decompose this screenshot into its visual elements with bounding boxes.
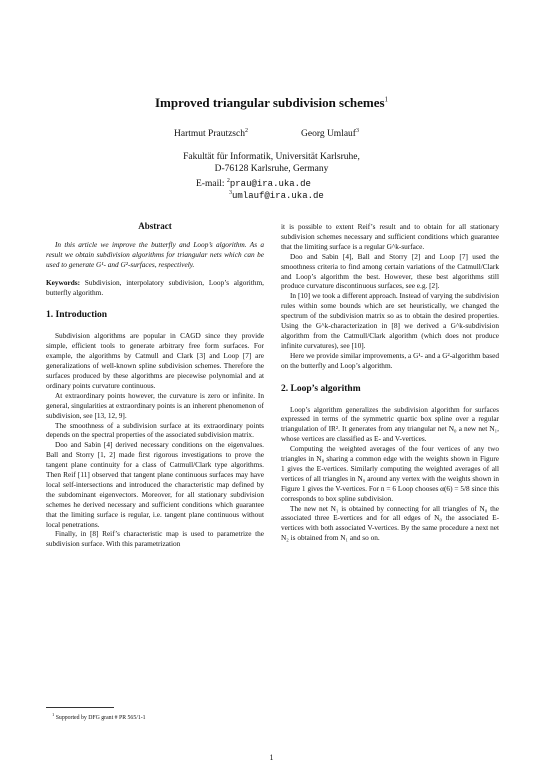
paragraph: it is possible to extent Reif’s result and to obtain for all stationary subdivision schemes necessary and sufficient conditions which guarantee that the limiting surface is a regular G^k-surface. (281, 222, 499, 251)
paragraph: The smoothness of a subdivision surface at its extraordinary points depends on the spectral properties of the associated subdivision matrix. (46, 420, 264, 440)
paragraph: Loop’s algorithm generalizes the subdivision algorithm for surfaces expressed in terms of the symmetric quartic box spline over a regular triangulation of IR². It generates from any triangular net N₀ a new net N₁, whose vertices are classified as E- and V-vertices. (281, 404, 499, 444)
footnote-divider (46, 707, 114, 708)
paragraph: Doo and Sabin [4], Ball and Storry [2] and Loop [7] used the smoothness criteria to find among certain variations of the Catmull/Clark and Loop’s algorithm the best. However, these best algorithms still produce curvature discontinuous surfaces, see e.g. [2]. (281, 251, 499, 291)
email-line-2: $^3$umlauf@ira.uka.de (229, 190, 324, 202)
paragraph: Doo and Sabin [4] derived necessary conditions on the eigenvalues. Ball and Storry [1, 2] made first rigorous investigations to prove the tangent plane continuity for a class of Catmull/Clark type algorithms. Then Reif [11] observed that tangent plane continuous surfaces may have local self-intersections and introduced the characteristic map defined by the subdominant eigenvectors. Moreover, for all stationary subdivision schemes he derived necessary and sufficient conditions which guarantee that the limiting surface is regular, i.e. tangent plane continuous without local penetrations. (46, 440, 264, 529)
paragraph: Computing the weighted averages of the four vertices of any two triangles in N₀ sharing a common edge with the weights shown in Figure 1 gives the E-vertices. Similarly computing the weighted averages of all vertices of all triangles in N₀ around any vertex with the weights shown in Figure 1 gives the V-vertices. For n = 6 Loop chooses α(6) = 5/8 since this corresponds to box spline subdivision. (281, 444, 499, 503)
section-heading-loops-algorithm: 2. Loop’s algorithm (281, 383, 361, 394)
author-umlauf: Georg Umlauf$^3$ (301, 128, 359, 140)
paper-title: Improved triangular subdivision schemes$^1$ (154, 95, 389, 110)
paragraph: Here we provide similar improvements, a G¹- and a G²-algorithm based on the butterfly and Loop’s algorithm. (281, 350, 499, 370)
abstract-body: In this article we improve the butterfly and Loop’s algorithm. As a result we obtain subdivision algorithms for triangular nets which can be used to generate G¹- and G²-surfaces, respectively. (46, 239, 264, 269)
page-number: 1 (269, 753, 274, 762)
paragraph: In [10] we took a different approach. Instead of varying the subdivision rules within some bounds which are set heuristically, we changed the spectrum of the subdivision matrix so as to obtain the desired properties. Using the G^k-characterization in [8] we derived a G^k-subdivision algorithm from the Catmull/Clark algorithm (which does not produce infinite curvatures), see [10]. (281, 291, 499, 350)
affiliation (0, 151, 543, 175)
author-list (0, 128, 543, 142)
email-link-prautzsch[interactable]: prau@ira.uka.de (229, 179, 311, 190)
paragraph: Finally, in [8] Reif’s characteristic map is used to parametrize the subdivision surface. With this parametrization (46, 529, 264, 549)
footnote: $^1$ Supported by DFG grant # PR 565/1-1 (52, 712, 146, 721)
paragraph: At extraordinary points however, the curvature is zero or infinite. In general, singularities at extraordinary points is an inherent phenomenon of subdivision, see [13, 12, 9]. (46, 390, 264, 420)
paragraph: Subdivision algorithms are popular in CAGD since they provide simple, efficient tools to generate arbitrary free form surfaces. For example, the algorithms by Catmull and Clark [3] and Loop [7] are generalizations of well-known spline subdivision schemes. Therefore the surfaces produced by these algorithms are piecewise polynomial and at ordinary points curvature continuous. (46, 331, 264, 390)
left-column (46, 222, 264, 549)
keywords: Keywords: Subdivision, interpolatory subdivision, Loop’s algorithm, butterfly algorithm. (46, 277, 265, 297)
author-prautzsch: Hartmut Prautzsch$^2$ (174, 128, 248, 140)
paragraph: The new net N₁ is obtained by connecting for all triangles of N₀ the associated three E-vertices and for all edges of N₀ the associated E-vertices with both associated V-vertices. By the same procedure a next net N₂ is obtained from N₁ and so on. (281, 503, 499, 543)
section-heading-introduction: 1. Introduction (46, 310, 108, 321)
email-link-umlauf[interactable]: umlauf@ira.uka.de (232, 191, 324, 202)
email-line-1: E-mail: $^2$prau@ira.uka.de (196, 178, 311, 190)
abstract-heading: Abstract (138, 221, 172, 231)
right-column (281, 222, 499, 543)
title-footnote-mark: 1 (384, 95, 389, 104)
affiliation-line-2: D-76128 Karlsruhe, Germany (214, 164, 329, 174)
affiliation-line-1: Fakultät für Informatik, Universität Karlsruhe, (183, 152, 360, 162)
